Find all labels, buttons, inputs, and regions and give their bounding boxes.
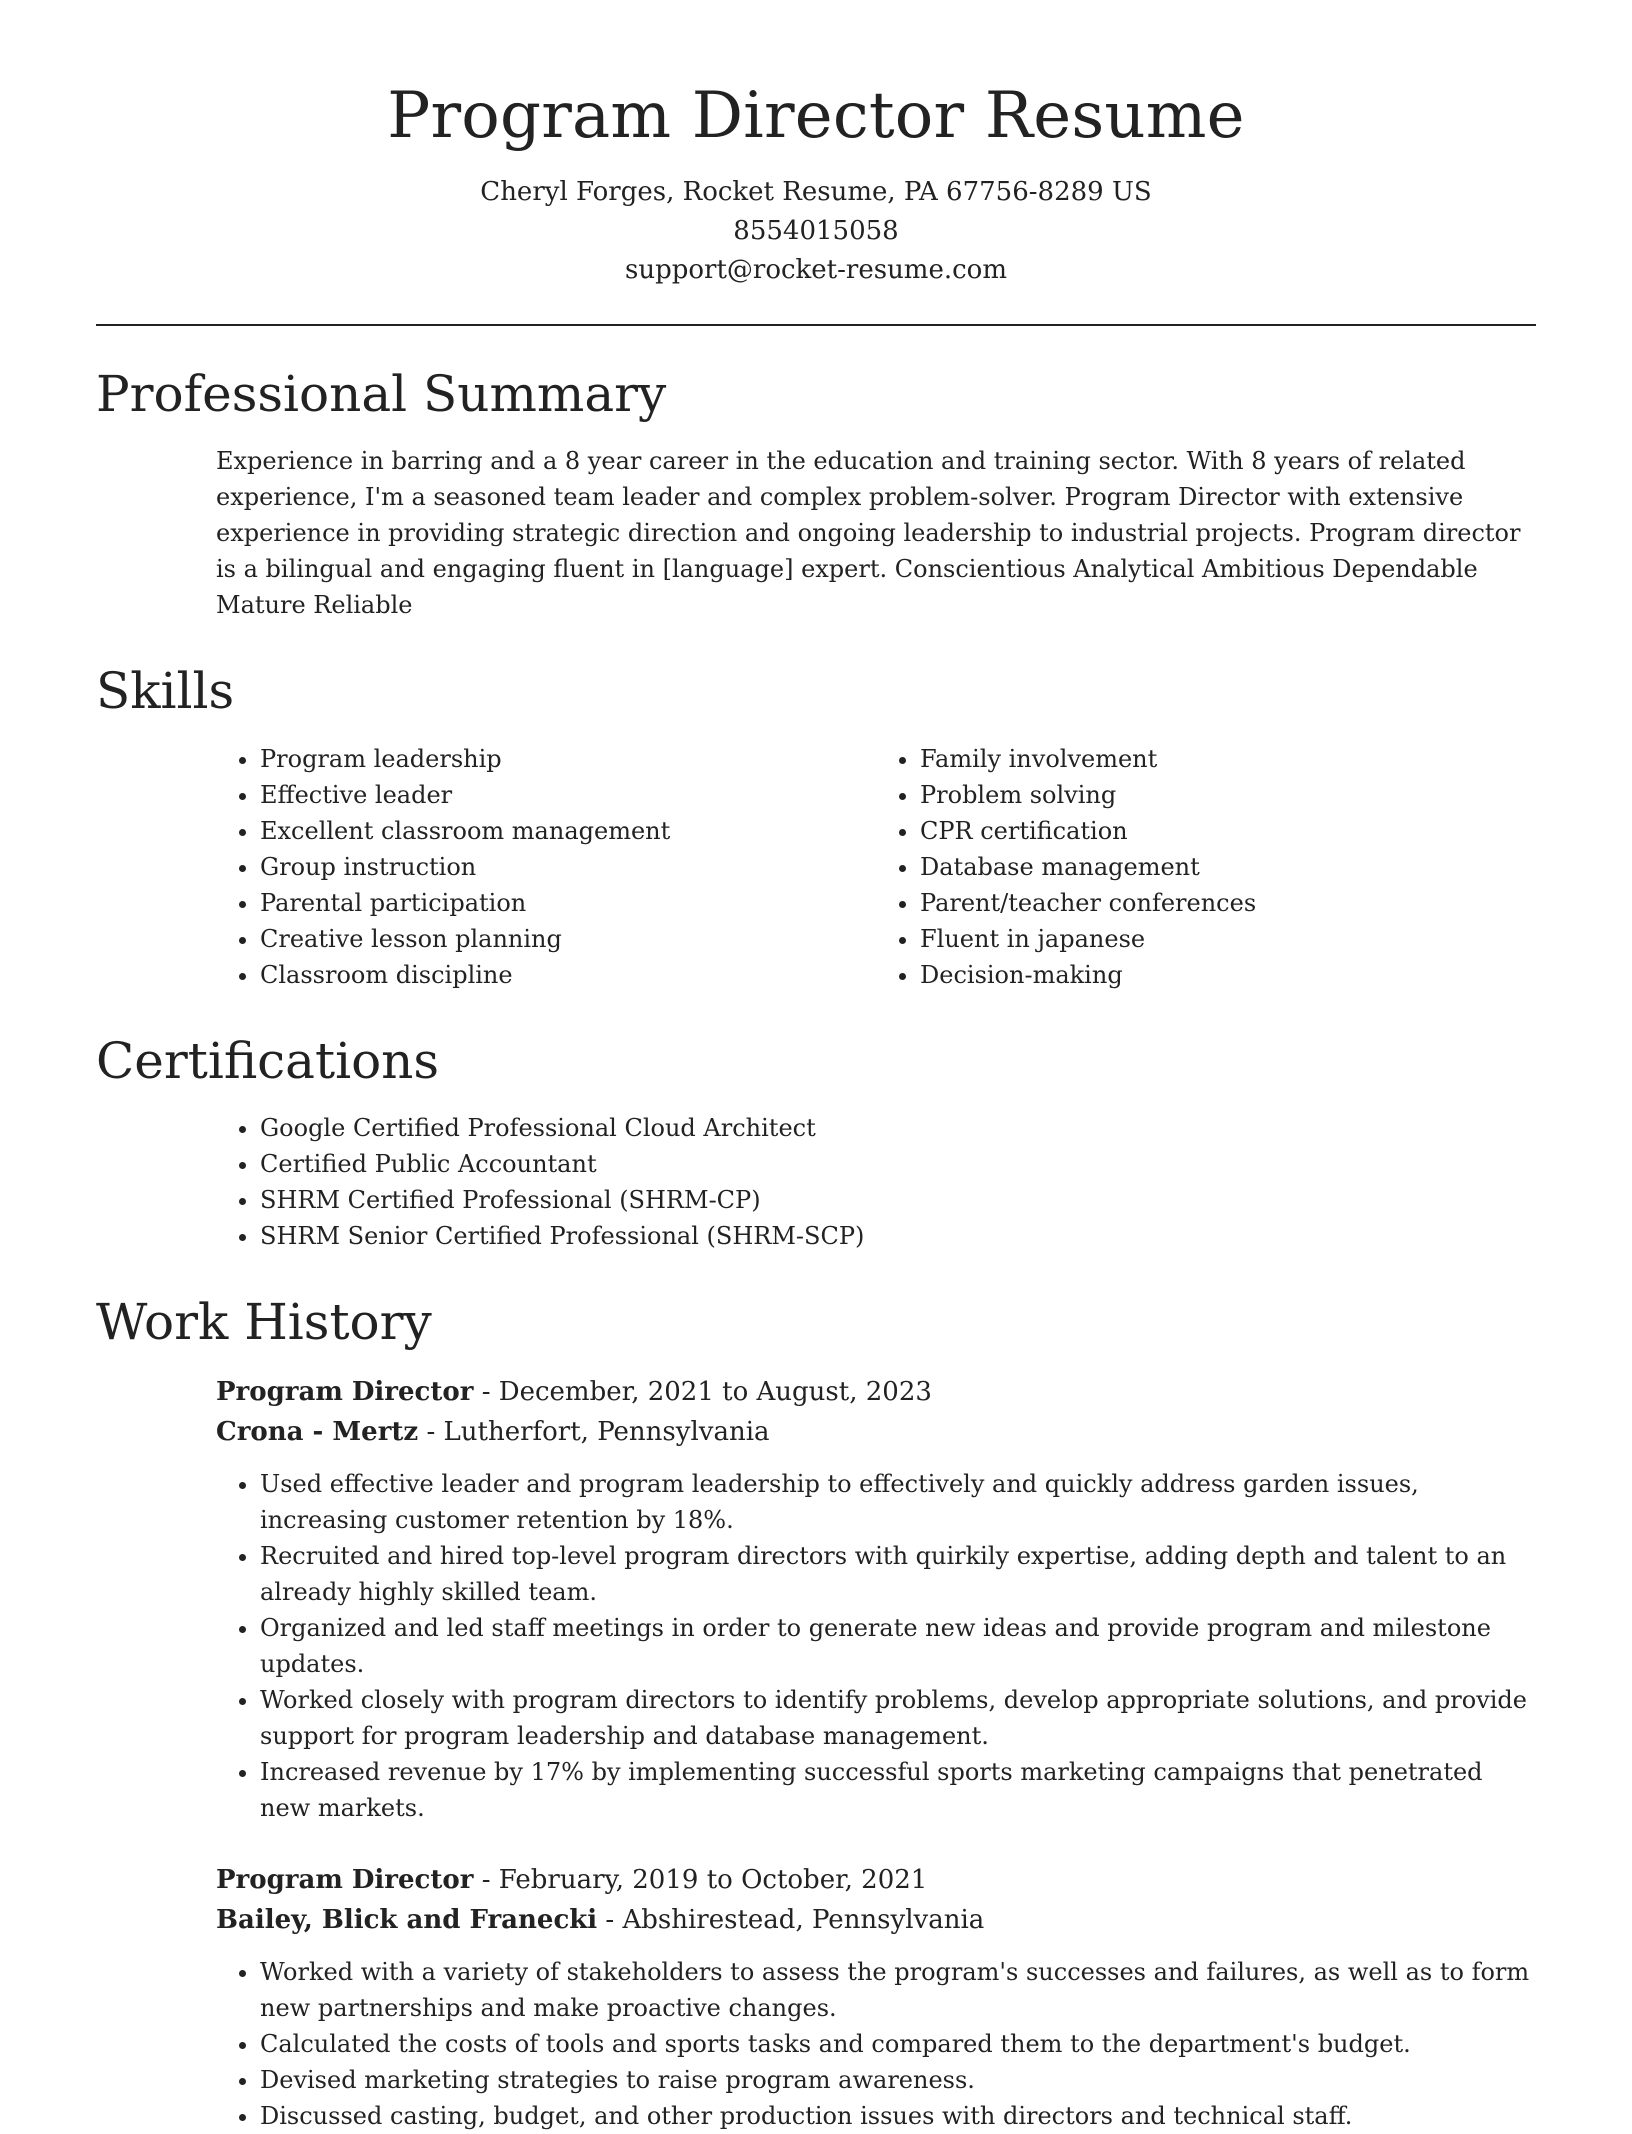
resume-header: [96, 78, 1536, 326]
certifications-heading: Certifications: [96, 1031, 440, 1090]
skill-item: • Database management: [920, 849, 1536, 885]
certification-item: • SHRM Certified Professional (SHRM-CP): [260, 1182, 1536, 1218]
job-title: Program Director: [216, 1864, 474, 1895]
certifications-list: [216, 1110, 1536, 1254]
skill-item: • Family involvement: [920, 741, 1536, 777]
job-title-line: [216, 1372, 1536, 1412]
job-title: Program Director: [216, 1376, 474, 1407]
skill-item: • CPR certification: [920, 813, 1536, 849]
contact-block: [96, 173, 1536, 290]
skills-list-right: [876, 741, 1536, 993]
job-bullet: • Used effective leader and program leadership to effectively and quickly address garden issues, increasing customer retention by 18%.: [260, 1466, 1536, 1538]
job-bullet: • Calculated the costs of tools and sports tasks and compared them to the department's budget.: [260, 2026, 1536, 2062]
job-bullet: • Discussed casting, budget, and other production issues with directors and technical staff.: [260, 2098, 1536, 2134]
certification-item: • SHRM Senior Certified Professional (SHRM-SCP): [260, 1218, 1536, 1254]
summary-text: Experience in barring and a 8 year career in the education and training sector. With 8 years of related experience, I'm a seasoned team leader and complex problem-solver. Program Director with extensive experience in providing strategic direction and ongoing leadership to industrial projects. Program director is a bilingual and engaging fluent in [language] expert. Conscientious Analytical Ambitious Dependable Mature Reliable: [216, 447, 1521, 620]
skill-item: • Problem solving: [920, 777, 1536, 813]
contact-phone: 8554015058: [733, 215, 899, 246]
skills-list-left: [216, 741, 876, 993]
work-history-section: [96, 1294, 1536, 2134]
header-divider: [96, 324, 1536, 326]
skills-heading: Skills: [96, 662, 235, 721]
skill-item: • Parent/teacher conferences: [920, 885, 1536, 921]
job-title-line: [216, 1860, 1536, 1900]
skill-item: • Fluent in japanese: [920, 921, 1536, 957]
skill-item: • Excellent classroom management: [260, 813, 876, 849]
contact-address: Cheryl Forges, Rocket Resume, PA 67756-8289 US: [480, 176, 1152, 207]
skill-item: • Effective leader: [260, 777, 876, 813]
job-entry: [216, 1372, 1536, 1826]
contact-email: support@rocket-resume.com: [624, 254, 1007, 285]
job-entry: [216, 1860, 1536, 2134]
job-dates: - February, 2019 to October, 2021: [473, 1864, 928, 1895]
work-history-heading: Work History: [96, 1293, 432, 1352]
certification-item: • Certified Public Accountant: [260, 1146, 1536, 1182]
job-company: Crona - Mertz: [216, 1416, 419, 1447]
job-bullet: • Organized and led staff meetings in order to generate new ideas and provide program and milestone updates.: [260, 1610, 1536, 1682]
job-bullets: [216, 1466, 1536, 1826]
skills-section: [96, 663, 1536, 993]
skill-item: • Parental participation: [260, 885, 876, 921]
job-bullet: • Recruited and hired top-level program directors with quirkily expertise, adding depth and talent to an already highly skilled team.: [260, 1538, 1536, 1610]
job-location: - Lutherfort, Pennsylvania: [418, 1416, 770, 1447]
job-bullet: • Devised marketing strategies to raise program awareness.: [260, 2062, 1536, 2098]
skill-item: • Classroom discipline: [260, 957, 876, 993]
job-bullet: • Worked closely with program directors to identify problems, develop appropriate solutions, and provide support for program leadership and database management.: [260, 1682, 1536, 1754]
job-bullets: [216, 1954, 1536, 2134]
skill-item: • Creative lesson planning: [260, 921, 876, 957]
summary-section: [96, 366, 1536, 624]
job-bullet: • Increased revenue by 17% by implementing successful sports marketing campaigns that penetrated new markets.: [260, 1754, 1536, 1826]
job-company: Bailey, Blick and Franecki: [216, 1904, 598, 1935]
skill-item: • Program leadership: [260, 741, 876, 777]
certification-item: • Google Certified Professional Cloud Architect: [260, 1110, 1536, 1146]
job-company-line: [216, 1900, 1536, 1940]
certifications-section: [96, 1033, 1536, 1255]
skill-item: • Group instruction: [260, 849, 876, 885]
job-bullet: • Worked with a variety of stakeholders to assess the program's successes and failures, as well as to form new partnerships and make proactive changes.: [260, 1954, 1536, 2026]
summary-heading: Professional Summary: [96, 364, 667, 423]
job-location: - Abshirestead, Pennsylvania: [597, 1904, 985, 1935]
job-dates: - December, 2021 to August, 2023: [473, 1376, 932, 1407]
job-company-line: [216, 1412, 1536, 1452]
skill-item: • Decision-making: [920, 957, 1536, 993]
resume-title: Program Director Resume: [387, 79, 1245, 153]
